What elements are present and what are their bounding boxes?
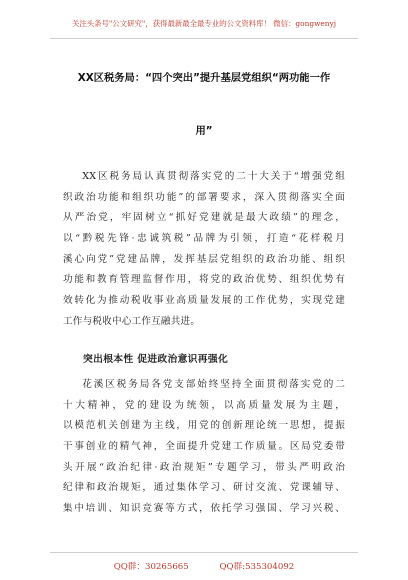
footer-contacts [0,560,408,572]
paragraph-intro [63,167,345,333]
paragraph-line: 溪心向党”党建品牌，发挥基层党组织的政治功能、组织 [63,253,345,265]
paragraph-line: 干事创业的精气神，全面提升党建工作质量。区局党委带 [63,441,345,453]
header-notice: 关注头条号"公文研究"，获得最新最全最专业的公文资料库！ 微信：gongwenyj [71,19,337,28]
paragraph-line: 集中培训、知识竞赛等方式，依托学习强国、学习兴税、 [63,503,345,515]
paragraph-line: 效转化为推动税收事业高质量发展的工作优势，实现党建 [63,295,345,307]
paragraph-line: 头开展“政治纪律·政治规矩”专题学习，带头严明政治 [63,461,345,473]
paragraph-line: 以模范机关创建为主线，用党的创新理论统一思想，提振 [63,420,345,432]
paragraph-body [63,375,345,520]
paragraph-line: 花溪区税务局各党支部始终坚持全面贯彻落实党的二 [82,379,345,390]
footer-qq-group-2: QQ群:535304092 [219,562,295,572]
paragraph-line: 十大精神，党的建设为统领，以高质量发展为主题， [63,399,345,411]
document-title-line-1: XX区税务局：“四个突出”提升基层党组织“两功能一作 [77,72,331,84]
paragraph-line: 工作与税收中心工作互融共进。 [63,315,201,327]
footer-qq-group-1: QQ群：30265665 [113,562,189,572]
section-heading: 突出根本性 促进政治意识再强化 [83,354,229,365]
paragraph-line: 从严治党，牢固树立“抓好党建就是最大政绩”的理念， [63,212,345,224]
paragraph-line: 以“黔税先锋·忠诚筑税”品牌为引领，打造“花样税月 [63,233,345,245]
footer-divider [50,552,358,553]
paragraph-line: 织政治功能和组织功能”的部署要求，深入贯彻落实全面 [63,191,345,203]
header-divider [50,38,358,39]
paragraph-line: 纪律和政治规矩，通过集体学习、研讨交流、党课辅导、 [63,482,345,494]
document-title-line-2: 用” [195,125,213,137]
paragraph-line: XX区税务局认真贯彻落实党的二十大关于“增强党组 [82,171,345,182]
paragraph-line: 功能和教育管理监督作用，将党的政治优势、组织优势有 [63,274,345,286]
